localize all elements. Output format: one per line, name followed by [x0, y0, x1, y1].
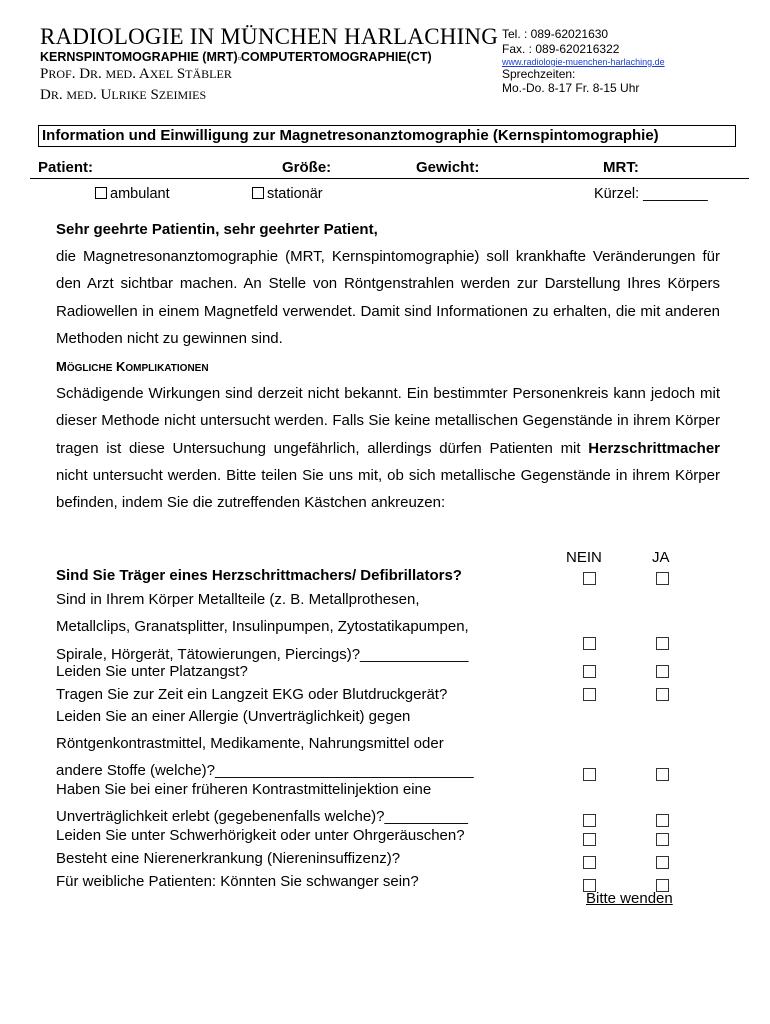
column-ja: JA	[652, 549, 670, 566]
metallteile-ja-checkbox[interactable]	[656, 637, 669, 650]
subtitle-separator: ▫	[237, 53, 241, 63]
dr2-s2: MED	[66, 88, 94, 102]
dr1-s1: ROF	[48, 67, 72, 81]
groesse-label: Größe:	[282, 159, 332, 176]
question-herzschrittmacher: Sind Sie Träger eines Herzschrittmachers/ Defibrillators?	[56, 567, 462, 584]
ambulant-label: ambulant	[110, 186, 170, 202]
complications-heading	[56, 358, 209, 376]
office-hours: Mo.-Do. 8-17 Fr. 8-15 Uhr	[502, 81, 640, 95]
dr1-p2: . D	[71, 66, 91, 82]
langzeit-ekg-nein-checkbox[interactable]	[583, 688, 596, 701]
complications-text-2: nicht untersucht werden. Bitte teilen Sie uns mit, ob sich metallische Gegenstände in ihrem Körper befinden, indem Sie die zutreffenden Kästchen ankreuzen:	[56, 466, 720, 512]
dr2-s1: R	[50, 88, 59, 102]
dr2-p4: S	[146, 87, 159, 103]
question-metallteile-line2: Metallclips, Granatsplitter, Insulinpumpen, Zytostatikapumpen,	[56, 618, 469, 635]
dr2-p3: . U	[93, 87, 112, 103]
kontrastmittel-nein-checkbox[interactable]	[583, 814, 596, 827]
question-langzeit-ekg: Tragen Sie zur Zeit ein Langzeit EKG oder Blutdruckgerät?	[56, 686, 448, 703]
kuerzel-field[interactable]: Kürzel: ________	[594, 186, 708, 202]
heading-s2: OMPLIKATIONEN	[125, 363, 209, 374]
form-title: Information und Einwilligung zur Magnetresonanztomographie (Kernspintomographie)	[38, 125, 736, 147]
allergie-nein-checkbox[interactable]	[583, 768, 596, 781]
dr1-p5: S	[173, 66, 186, 82]
doctor-staebler	[40, 66, 232, 83]
niere-nein-checkbox[interactable]	[583, 856, 596, 869]
allergie-ja-checkbox[interactable]	[656, 768, 669, 781]
header-divider	[30, 178, 749, 179]
dr2-s3: LRIKE	[111, 88, 147, 102]
mrt-label: MRT:	[603, 159, 639, 176]
clinic-subtitle	[40, 50, 432, 64]
question-allergie-line3[interactable]: andere Stoffe (welche)?_______________________________	[56, 762, 474, 779]
herzschrittmacher-nein-checkbox[interactable]	[583, 572, 596, 585]
question-allergie-line1: Leiden Sie an einer Allergie (Unverträglichkeit) gegen	[56, 708, 411, 725]
niere-ja-checkbox[interactable]	[656, 856, 669, 869]
dr1-s4: XEL	[149, 67, 174, 81]
dr2-p2: .	[58, 87, 67, 103]
herzschrittmacher-ja-checkbox[interactable]	[656, 572, 669, 585]
langzeit-ekg-ja-checkbox[interactable]	[656, 688, 669, 701]
herzschrittmacher-emphasis: Herzschrittmacher	[588, 439, 720, 457]
kontrastmittel-ja-checkbox[interactable]	[656, 814, 669, 827]
clinic-name: RADIOLOGIE IN MÜNCHEN HARLACHING	[40, 24, 499, 49]
heading-p1: M	[56, 359, 67, 374]
dr1-p4: . A	[132, 66, 150, 82]
stationaer-label: stationär	[267, 186, 323, 202]
question-schwanger: Für weibliche Patienten: Könnten Sie schwanger sein?	[56, 873, 419, 890]
patient-label: Patient:	[38, 159, 94, 176]
fax-number: Fax. : 089-620216322	[502, 42, 620, 56]
dr1-p1: P	[40, 66, 49, 82]
complications-text-1: Schädigende Wirkungen sind derzeit nicht bekannt. Ein bestimmter Personenkreis kann jedoch mit dieser Methode nicht untersucht werden. Falls Sie keine metallischen Gegenstände in ihrem Körper tragen ist diese Untersuchung ungefährlich, allerdings dürfen Patienten mit	[56, 385, 720, 457]
dr1-s2: R	[90, 67, 99, 81]
stationaer-option[interactable]	[252, 186, 323, 202]
dr1-p3: .	[98, 66, 106, 82]
greeting: Sehr geehrte Patientin, sehr geehrter Patient,	[56, 221, 378, 238]
phone-number: Tel. : 089-62021630	[502, 27, 609, 41]
dr2-p1: D	[40, 87, 51, 103]
subtitle-mrt: KERNSPINTOMOGRAPHIE (MRT)	[40, 50, 238, 64]
complications-paragraph	[56, 380, 720, 516]
platzangst-nein-checkbox[interactable]	[583, 665, 596, 678]
question-niere: Besteht eine Nierenerkrankung (Niereninsuffizenz)?	[56, 850, 401, 867]
heading-s1: ÖGLICHE	[66, 363, 113, 374]
ambulant-checkbox[interactable]	[95, 187, 107, 199]
heading-p2: K	[112, 359, 126, 374]
metallteile-nein-checkbox[interactable]	[583, 637, 596, 650]
question-platzangst: Leiden Sie unter Platzangst?	[56, 663, 248, 680]
schwerhoerigkeit-ja-checkbox[interactable]	[656, 833, 669, 846]
subtitle-ct: COMPUTERTOMOGRAPHIE(CT)	[240, 50, 432, 64]
question-kontrastmittel-line2[interactable]: Unverträglichkeit erlebt (gegebenenfalls welche)?__________	[56, 808, 468, 825]
dr1-s3: MED	[105, 67, 133, 81]
stationaer-checkbox[interactable]	[252, 187, 264, 199]
column-nein: NEIN	[566, 549, 602, 566]
intro-paragraph: die Magnetresonanztomographie (MRT, Kernspintomographie) soll krankhafte Veränderungen für den Arzt sichtbar machen. An Stelle von Röntgenstrahlen werden zur Darstellung Ihres Körpers Radiowellen in einem Magnetfeld verwendet. Damit sind Informationen zu erhalten, die mit anderen Methoden nicht zu gewinnen sind.	[56, 248, 720, 347]
bitte-wenden: Bitte wenden	[586, 890, 673, 907]
question-kontrastmittel-line1: Haben Sie bei einer früheren Kontrastmittelinjektion eine	[56, 781, 432, 798]
question-metallteile-line1: Sind in Ihrem Körper Metallteile (z. B. Metallprothesen,	[56, 591, 420, 608]
dr1-s5: TÄBLER	[185, 67, 232, 81]
question-metallteile-line3[interactable]: Spirale, Hörgerät, Tätowierungen, Piercings)?_____________	[56, 646, 469, 663]
gewicht-label: Gewicht:	[416, 159, 480, 176]
question-schwerhoerigkeit: Leiden Sie unter Schwerhörigkeit oder unter Ohrgeräuschen?	[56, 827, 465, 844]
dr2-s4: ZEIMIES	[158, 88, 207, 102]
website-link[interactable]: www.radiologie-muenchen-harlaching.de	[502, 57, 665, 67]
schwerhoerigkeit-nein-checkbox[interactable]	[583, 833, 596, 846]
office-hours-label: Sprechzeiten:	[502, 67, 576, 81]
doctor-szeimies	[40, 87, 206, 104]
ambulant-option[interactable]	[95, 186, 170, 202]
question-allergie-line2: Röntgenkontrastmittel, Medikamente, Nahrungsmittel oder	[56, 735, 444, 752]
platzangst-ja-checkbox[interactable]	[656, 665, 669, 678]
